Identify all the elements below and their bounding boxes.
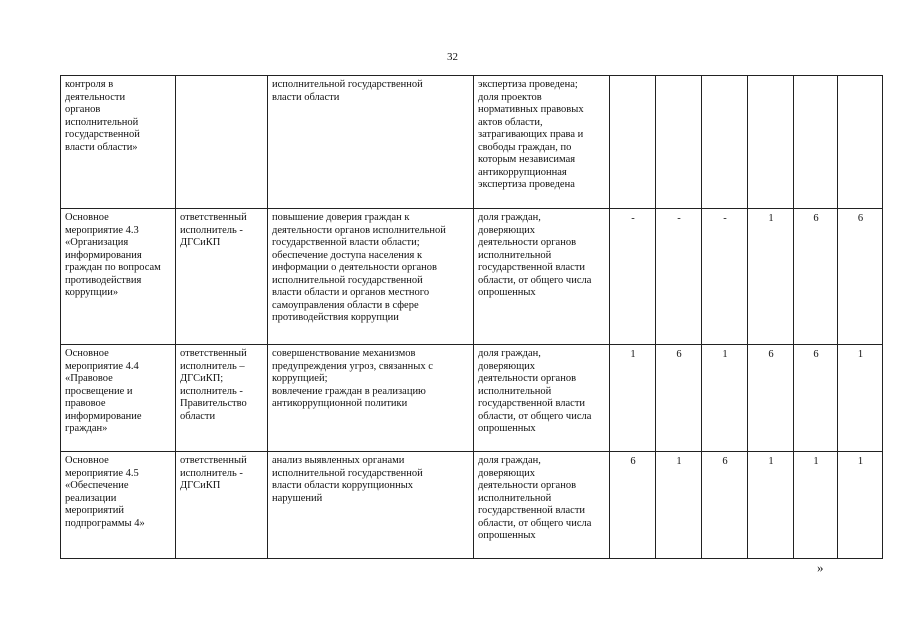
- program-table: [60, 75, 883, 559]
- value-cell: [702, 76, 748, 209]
- value-cell: 1: [748, 452, 794, 559]
- value-cell: [656, 76, 702, 209]
- value-cell: 1: [610, 345, 656, 452]
- event-name-cell: Основное мероприятие 4.4 «Правовое просвещение и правовое информирование граждан»: [61, 345, 176, 452]
- expected-result-cell: анализ выявленных органами исполнительной государственной власти области коррупционных нарушений: [268, 452, 474, 559]
- value-cell: 6: [838, 209, 883, 345]
- value-cell: 1: [794, 452, 838, 559]
- value-cell: 1: [656, 452, 702, 559]
- value-cell: 6: [794, 209, 838, 345]
- value-cell: 1: [838, 452, 883, 559]
- table-body: [61, 76, 883, 559]
- event-name-cell: Основное мероприятие 4.3 «Организация информирования граждан по вопросам противодействия коррупции»: [61, 209, 176, 345]
- value-cell: 6: [610, 452, 656, 559]
- table-row: [61, 452, 883, 559]
- value-cell: [748, 76, 794, 209]
- table-row: [61, 345, 883, 452]
- closing-quote: »: [817, 560, 824, 575]
- executor-cell: ответственный исполнитель - ДГСиКП: [176, 209, 268, 345]
- value-cell: 1: [838, 345, 883, 452]
- indicator-cell: доля граждан, доверяющих деятельности органов исполнительной государственной власти области, от общего числа опрошенных: [474, 452, 610, 559]
- value-cell: [838, 76, 883, 209]
- page-number: 32: [447, 51, 458, 63]
- value-cell: 6: [656, 345, 702, 452]
- value-cell: 6: [748, 345, 794, 452]
- executor-cell: ответственный исполнитель – ДГСиКП; исполнитель - Правительство области: [176, 345, 268, 452]
- value-cell: [794, 76, 838, 209]
- indicator-cell: доля граждан, доверяющих деятельности органов исполнительной государственной власти области, от общего числа опрошенных: [474, 345, 610, 452]
- expected-result-cell: повышение доверия граждан к деятельности органов исполнительной государственной власти области; обеспечение доступа населения к информации о деятельности органов исполнительной государственной власти области и органов местного самоуправления области в сфере противодействия коррупции: [268, 209, 474, 345]
- indicator-cell: экспертиза проведена; доля проектов нормативных правовых актов области, затрагивающих права и свободы граждан, по которым независимая антикоррупционная экспертиза проведена: [474, 76, 610, 209]
- event-name-cell: Основное мероприятие 4.5 «Обеспечение реализации мероприятий подпрограммы 4»: [61, 452, 176, 559]
- table-row: [61, 76, 883, 209]
- value-cell: 6: [794, 345, 838, 452]
- executor-cell: [176, 76, 268, 209]
- value-cell: -: [656, 209, 702, 345]
- event-name-cell: контроля в деятельности органов исполнительной государственной власти области»: [61, 76, 176, 209]
- indicator-cell: доля граждан, доверяющих деятельности органов исполнительной государственной власти области, от общего числа опрошенных: [474, 209, 610, 345]
- executor-cell: ответственный исполнитель - ДГСиКП: [176, 452, 268, 559]
- value-cell: -: [610, 209, 656, 345]
- value-cell: 1: [702, 345, 748, 452]
- table-row: [61, 209, 883, 345]
- value-cell: [610, 76, 656, 209]
- value-cell: 6: [702, 452, 748, 559]
- value-cell: -: [702, 209, 748, 345]
- expected-result-cell: исполнительной государственной власти области: [268, 76, 474, 209]
- value-cell: 1: [748, 209, 794, 345]
- expected-result-cell: совершенствование механизмов предупреждения угроз, связанных с коррупцией; вовлечение граждан в реализацию антикоррупционной политики: [268, 345, 474, 452]
